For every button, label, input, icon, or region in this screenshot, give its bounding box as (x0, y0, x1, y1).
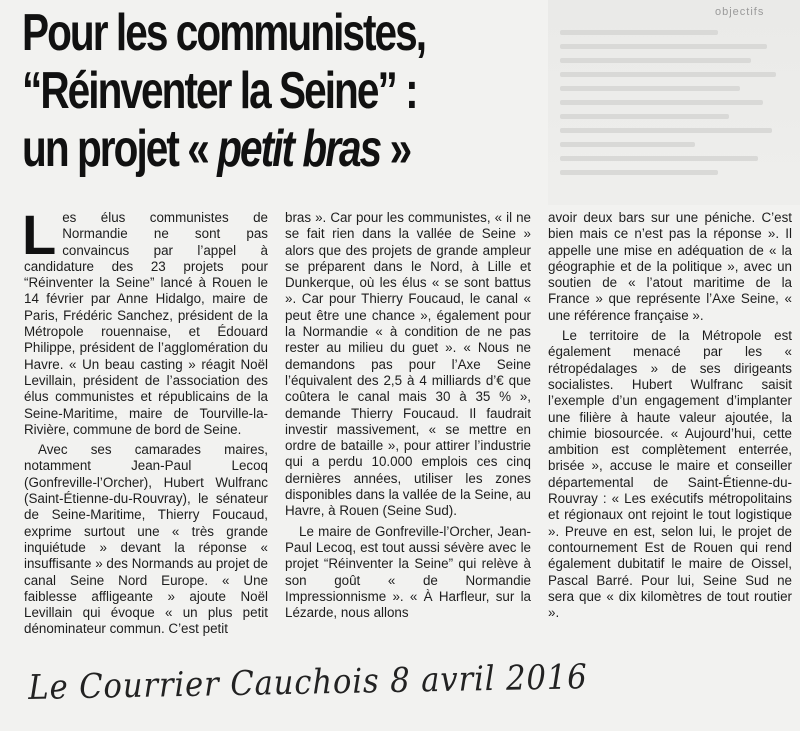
paragraph: bras ». Car pour les communistes, « il ne se fait rien dans la vallée de Seine » alors que des projets de grande ampleur se préparent dans le Nord, à Lille et Dunkerque, où les élus « se sont battus ». Car pour Thierry Foucaud, le canal « peut être une chance », également pour la Normandie « à condition de ne pas rester au milieu du guet ». « Nous ne demandons pas pour l’Axe Seine l’équivalent des 2,5 à 4 milliards d’€ que coûtera le canal mais 30 à 35 % », demande Thierry Foucaud. Il faudrait investir massivement, « se mettre en ordre de bataille », pour attirer l’industrie qui a perdu 10.000 emplois ces cinq dernières années, utiliser les zones disponibles dans la vallée de la Seine, au Havre, à Rouen (Seine Sud). (285, 210, 531, 519)
article-column-3 (548, 210, 792, 621)
adjacent-article-label: objectifs (715, 6, 765, 18)
handwritten-source-note: Le Courrier Cauchois 8 avril 2016 (28, 657, 588, 708)
headline-line-2: “Réinventer la Seine” : (22, 62, 417, 120)
paragraph: Les élus communistes de Normandie ne sont pas convaincus par l’appel à candidature des 23 projets pour “Réinventer la Seine” lancé à Rouen le 14 février par Anne Hidalgo, maire de Paris, Frédéric Sanchez, président de la Métropole rouennaise, et Édouard Philippe, président de l’agglomération du Havre. « Un beau casting » réagit Noël Levillain, président de l’association des élus communistes et républicains de la Seine-Maritime, maire de Tourville-la-Rivière, commune de bord de Seine. (22, 203, 268, 437)
adjacent-article-faded-text (560, 30, 785, 184)
article-column-2 (285, 210, 531, 621)
article-headline (22, 4, 443, 178)
headline-line-3: un projet « petit bras » (22, 120, 411, 178)
paragraph: avoir deux bars sur une péniche. C’est bien mais ce n’est pas la réponse ». Il appelle une mise en adéquation de « la géographie et de la politique », avec un soutien de « l’atout maritime de la France » que représente l’Axe Seine, « une référence française ». (548, 210, 792, 323)
headline-line-1: Pour les communistes, (22, 4, 426, 62)
paragraph: Le territoire de la Métropole est également menacé par les « rétropédalages » de ses dirigeants socialistes. Hubert Wulfranc saisit l’exemple d’un engagement d’implanter une filière à haute valeur ajoutée, la chimie biosourcée. « Aujourd’hui, cette ambition est complètement enterrée, brisée », accuse le maire et conseiller départemental de Saint-Étienne-du-Rouvray : « Les exécutifs métropolitains et régionaux ont rejoint le tout logistique ». Preuve en est, selon lui, le projet de contournement Est de Rouen qui rend également dubitatif le maire de Oissel, Pascal Barré. Pour lui, Seine Sud ne sera que « dix kilomètres de tout routier ». (548, 328, 792, 621)
paragraph: Le maire de Gonfreville-l’Orcher, Jean-Paul Lecoq, est tout aussi sévère avec le projet “Réinventer la Seine” qui relève à son goût « de Normandie Impressionnisme ». « À Harfleur, sur la Lézarde, nous allons (285, 523, 531, 621)
drop-cap: L (22, 203, 57, 266)
paragraph: Avec ses camarades maires, notamment Jean-Paul Lecoq (Gonfreville-l’Orcher), Hubert Wulfranc (Saint-Étienne-du-Rouvray), le sénateur de Seine-Maritime, Thierry Foucaud, exprime surtout une « très grande inquiétude » devant la réponse « insuffisante » des Normands au projet de canal Seine Nord Europe. « Une faiblesse affligeante » ajoute Noël Levillain qui évoque « un plus petit dénominateur commun. C’est petit (24, 442, 268, 637)
headline-emphasis: petit bras (217, 120, 381, 178)
article-column-1 (22, 203, 268, 638)
